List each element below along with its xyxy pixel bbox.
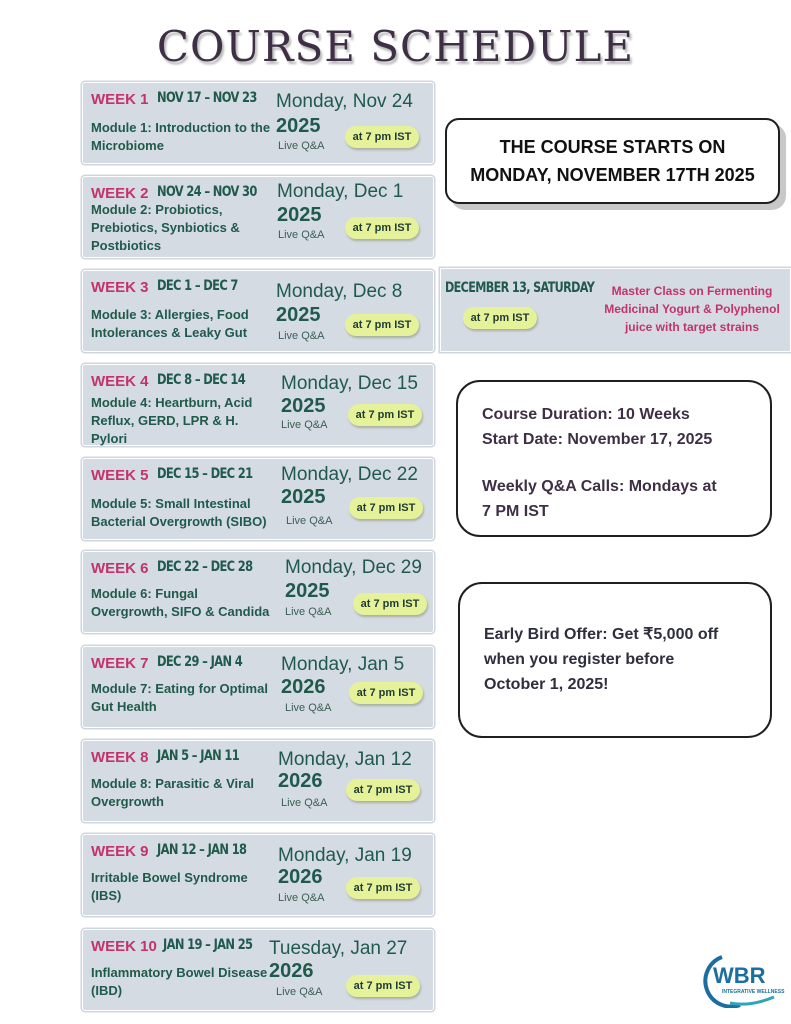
qa-calls-line-2: 7 PM IST (482, 503, 549, 520)
session-time-badge: at 7 pm IST (353, 593, 427, 615)
module-title: Module 4: Heartburn, Acid Reflux, GERD, LPR & H. Pylori (91, 395, 253, 446)
course-duration-box (456, 380, 772, 537)
master-class-date: DECEMBER 13, SATURDAY (445, 280, 595, 296)
course-start-box (445, 118, 780, 204)
live-qa-label: Live Q&A (285, 606, 332, 618)
duration-text: Course Duration: 10 Weeks (482, 406, 690, 423)
logo-subtext: INTEGRATIVE WELLNESS (722, 989, 785, 995)
session-year: 2025 (281, 395, 326, 417)
week-card (82, 551, 434, 633)
session-day: Monday, Dec 22 (281, 464, 418, 485)
live-qa-label: Live Q&A (278, 229, 325, 241)
session-day: Monday, Dec 29 (285, 557, 422, 578)
week-label: WEEK 6 (91, 560, 149, 577)
session-time-badge: at 7 pm IST (349, 497, 423, 519)
module-title: Module 2: Probiotics, Prebiotics, Synbiotics & Postbiotics (91, 202, 240, 253)
session-day: Monday, Dec 1 (277, 181, 404, 202)
week-card (82, 929, 434, 1011)
week-card (82, 270, 434, 352)
session-year: 2025 (276, 304, 321, 326)
module-title: Module 8: Parasitic & Viral Overgrowth (91, 776, 255, 809)
session-year: 2026 (269, 960, 314, 982)
offer-line-2: when you register before (484, 651, 675, 668)
master-class-line-1: Master Class on Fermenting (611, 284, 773, 298)
week-card (82, 834, 434, 916)
week-label: WEEK 4 (91, 373, 149, 390)
session-time-badge: at 7 pm IST (345, 314, 419, 336)
session-year: 2025 (277, 204, 322, 226)
week-date-range: JAN 12 – JAN 18 (157, 842, 247, 858)
week-date-range: NOV 17 – NOV 23 (157, 90, 257, 106)
session-year: 2025 (276, 115, 321, 137)
week-card (82, 646, 434, 728)
week-card (82, 458, 434, 540)
early-bird-offer-box (458, 582, 772, 738)
week-date-range: NOV 24 – NOV 30 (157, 184, 257, 200)
live-qa-label: Live Q&A (278, 892, 325, 904)
live-qa-label: Live Q&A (285, 702, 332, 714)
session-day: Monday, Jan 5 (281, 654, 405, 675)
session-time-badge: at 7 pm IST (346, 779, 420, 801)
session-day: Tuesday, Jan 27 (269, 938, 408, 959)
start-line-1: THE COURSE STARTS ON (499, 137, 726, 157)
offer-line-1: Early Bird Offer: Get ₹5,000 off (484, 626, 719, 643)
module-title: Module 1: Introduction to the Microbiome (91, 120, 271, 153)
master-class-description (597, 282, 787, 336)
week-date-range: DEC 15 – DEC 21 (157, 466, 253, 482)
logo-text: WBR (713, 963, 766, 988)
master-class-line-2: Medicinal Yogurt & Polyphenol (604, 302, 780, 316)
module-title: Inflammatory Bowel Disease (IBD) (91, 965, 268, 998)
session-day: Monday, Dec 8 (276, 281, 403, 302)
page-title: COURSE SCHEDULE (156, 22, 635, 71)
start-date-text: Start Date: November 17, 2025 (482, 431, 713, 448)
week-date-range: JAN 19 – JAN 25 (163, 937, 253, 953)
module-title: Module 7: Eating for Optimal Gut Health (91, 681, 268, 714)
session-day: Monday, Jan 12 (278, 749, 412, 770)
live-qa-label: Live Q&A (281, 797, 328, 809)
session-year: 2026 (278, 770, 323, 792)
session-day: Monday, Dec 15 (281, 373, 418, 394)
module-title: Module 6: Fungal Overgrowth, SIFO & Candida (91, 586, 270, 619)
live-qa-label: Live Q&A (281, 419, 328, 431)
week-card (82, 740, 434, 822)
week-card (82, 176, 434, 258)
week-label: WEEK 5 (91, 467, 149, 484)
week-label: WEEK 1 (91, 91, 149, 108)
start-line-2: MONDAY, NOVEMBER 17TH 2025 (470, 165, 755, 185)
session-day: Monday, Jan 19 (278, 845, 412, 866)
session-day: Monday, Nov 24 (276, 91, 413, 112)
week-date-range: DEC 8 – DEC 14 (157, 372, 246, 388)
week-date-range: DEC 22 – DEC 28 (157, 559, 253, 575)
week-label: WEEK 2 (91, 185, 149, 202)
week-label: WEEK 9 (91, 843, 149, 860)
module-title: Irritable Bowel Syndrome (IBS) (91, 870, 248, 903)
session-year: 2026 (278, 866, 323, 888)
master-class-time-badge: at 7 pm IST (463, 307, 537, 329)
week-label: WEEK 3 (91, 279, 149, 296)
session-time-badge: at 7 pm IST (349, 682, 423, 704)
week-card (82, 364, 434, 446)
module-title: Module 3: Allergies, Food Intolerances & Leaky Gut (91, 307, 249, 340)
session-time-badge: at 7 pm IST (346, 877, 420, 899)
week-card (82, 82, 434, 164)
live-qa-label: Live Q&A (286, 515, 333, 527)
module-title: Module 5: Small Intestinal Bacterial Overgrowth (SIBO) (91, 496, 267, 529)
week-date-range: JAN 5 – JAN 11 (157, 748, 240, 764)
session-time-badge: at 7 pm IST (345, 126, 419, 148)
live-qa-label: Live Q&A (278, 140, 325, 152)
master-class-line-3: juice with target strains (624, 320, 760, 334)
session-time-badge: at 7 pm IST (348, 404, 422, 426)
session-year: 2025 (285, 580, 330, 602)
offer-line-3: October 1, 2025! (484, 676, 609, 693)
session-time-badge: at 7 pm IST (346, 975, 420, 997)
week-label: WEEK 8 (91, 749, 149, 766)
week-label: WEEK 10 (91, 938, 157, 955)
week-date-range: DEC 1 – DEC 7 (157, 278, 238, 294)
qa-calls-line-1: Weekly Q&A Calls: Mondays at (482, 478, 717, 495)
wbr-logo (700, 953, 785, 1008)
live-qa-label: Live Q&A (276, 986, 323, 998)
master-class-card (440, 268, 791, 352)
week-label: WEEK 7 (91, 655, 149, 672)
live-qa-label: Live Q&A (278, 330, 325, 342)
session-year: 2026 (281, 676, 326, 698)
week-date-range: DEC 29 – JAN 4 (157, 654, 243, 670)
session-year: 2025 (281, 486, 326, 508)
session-time-badge: at 7 pm IST (345, 217, 419, 239)
